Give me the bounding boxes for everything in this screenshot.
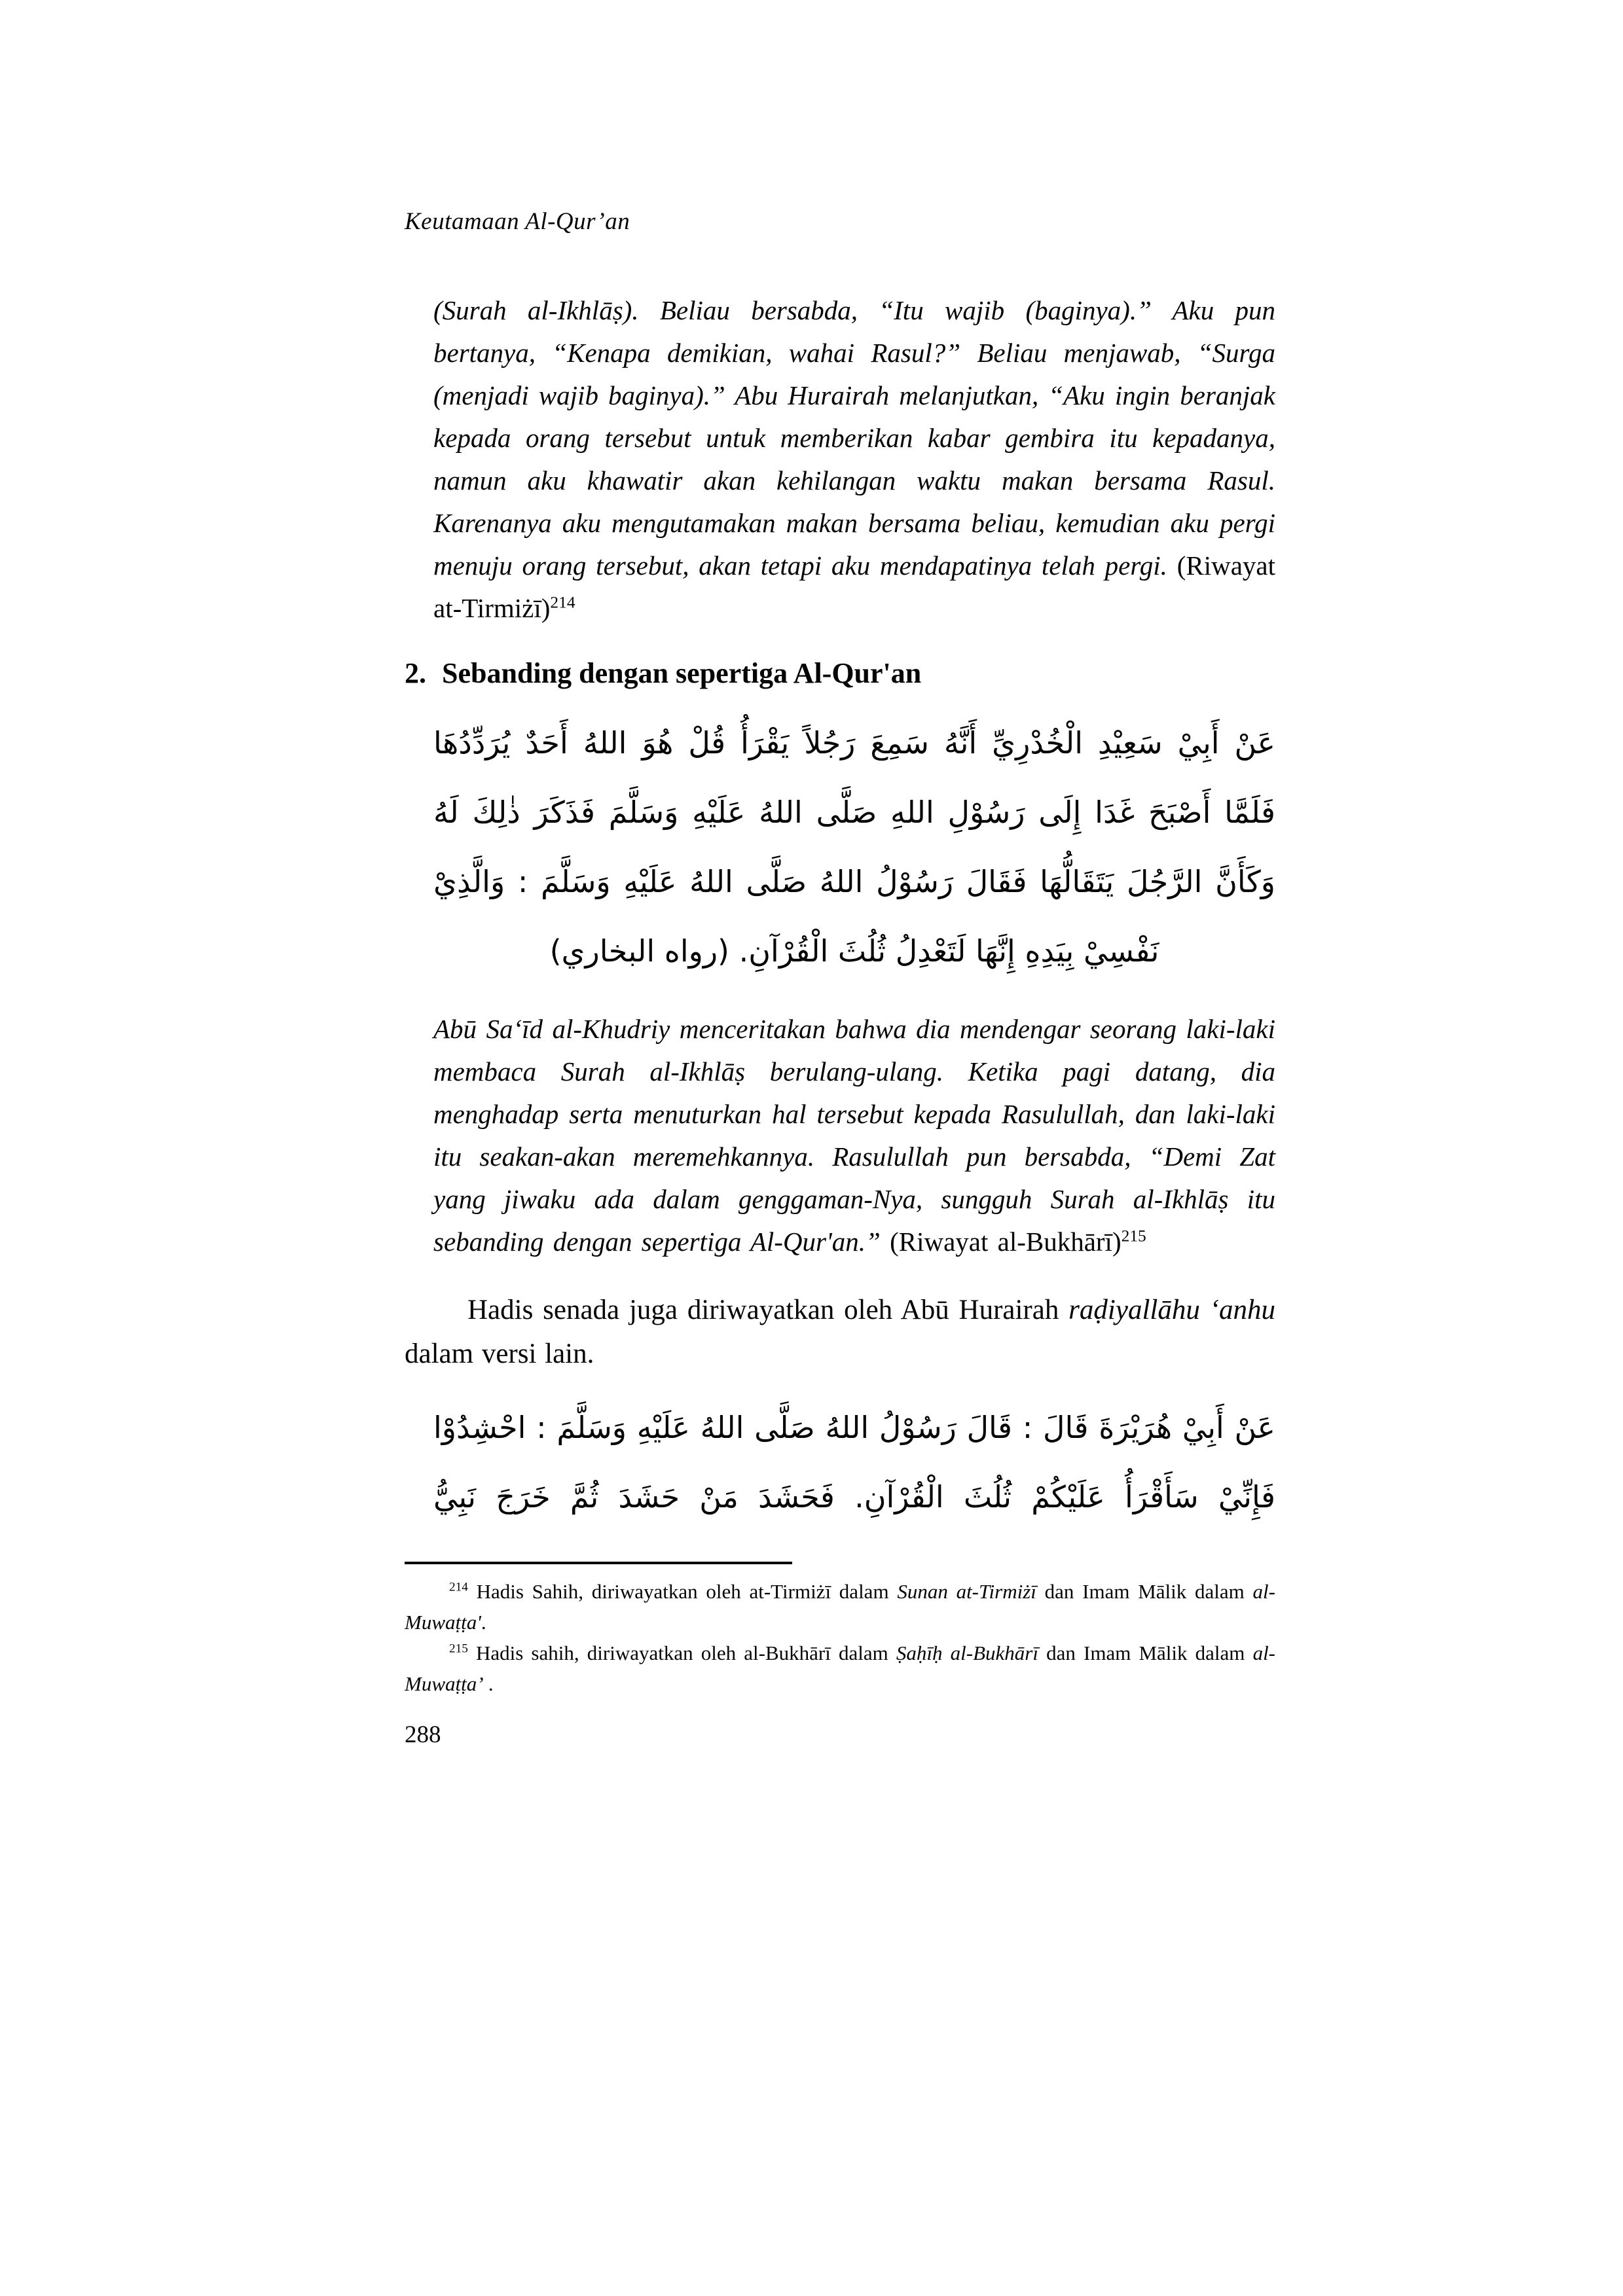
quote-paragraph-tirmizi xyxy=(433,289,1275,630)
section-title: Sebanding dengan sepertiga Al-Qur'an xyxy=(442,657,922,689)
hadith-source: (Riwayat al-Bukhārī) xyxy=(880,1227,1122,1257)
footnote-number: 214 xyxy=(449,1580,468,1594)
footnote-215 xyxy=(405,1638,1275,1699)
arabic-line: عَنْ أَبِيْ هُرَيْرَةَ قَالَ : قَالَ رَسُوْلُ اللهُ صَلَّى اللهُ عَلَيْهِ وَسَلَّمَ : احْشِدُوْا xyxy=(433,1410,1275,1445)
arabic-hadith-block-1 xyxy=(433,708,1275,986)
work-title: Sunan at-Tirmiżī xyxy=(897,1580,1036,1603)
body-paragraph xyxy=(405,1288,1275,1376)
body-text-tail: dalam versi lain. xyxy=(405,1338,594,1369)
arabic-line: نَفْسِيْ بِيَدِهِ إِنَّهَا لَتَعْدِلُ ثُلُثَ الْقُرْآنِ. (رواه البخاري) xyxy=(549,933,1159,969)
footnote-text: . xyxy=(488,1672,494,1695)
quote-text: (Surah al-Ikhlāṣ). Beliau bersabda, “Itu wajib (baginya).” Aku pun bertanya, “Kenapa demikian, wahai Rasul?” Beliau menjawab, “Surga (menjadi wajib baginya).” Abu Hurairah melanjutkan, “Aku ingin beranjak kepada orang tersebut untuk memberikan kabar gembira itu kepadanya, namun aku khawatir akan kehilangan waktu makan bersama Rasul. Karenanya aku mengutamakan makan bersama beliau, kemudian aku pergi menuju orang tersebut, akan tetapi aku mendapatinya telah pergi. xyxy=(433,295,1275,581)
footnote-number: 215 xyxy=(449,1641,468,1656)
quote-paragraph-bukhari xyxy=(433,1008,1275,1263)
running-header: Keutamaan Al-Qur’an xyxy=(405,208,630,235)
footnote-text: Hadis Sahih, diriwayatkan oleh at-Tirmiżī dalam xyxy=(467,1580,898,1603)
footnote-ref-214: 214 xyxy=(550,593,575,612)
footnote-separator xyxy=(405,1562,792,1564)
footnote-ref-215: 215 xyxy=(1121,1227,1146,1246)
body-text-lead: Hadis senada juga diriwayatkan oleh Abū Hurairah xyxy=(467,1295,1069,1325)
work-title: al-Muwaṭṭa’ xyxy=(405,1641,1275,1695)
footnote-text: . xyxy=(481,1611,486,1634)
hadith-source: (Riwayat at-Tirmiżī) xyxy=(433,550,1275,623)
footnote-text: dan Imam Mālik dalam xyxy=(1036,1580,1253,1603)
page-content xyxy=(405,207,1275,1699)
body-text-italic: raḍiyallāhu ‘anhu xyxy=(1068,1295,1275,1325)
arabic-line: وَكَأَنَّ الرَّجُلَ يَتَقَالُّهَا فَقَالَ رَسُوْلُ اللهُ صَلَّى اللهُ عَلَيْهِ وَسَلَّمَ : وَالَّذِيْ xyxy=(433,864,1275,899)
work-title: Ṣaḥīḥ al-Bukhārī xyxy=(896,1641,1038,1664)
arabic-line: عَنْ أَبِيْ سَعِيْدِ الْخُدْرِيِّ أَنَّهُ سَمِعَ رَجُلاً يَقْرَأُ قُلْ هُوَ اللهُ أَحَدٌ يُرَدِّدُهَا xyxy=(433,725,1275,761)
footnote-text: dan Imam Mālik dalam xyxy=(1038,1641,1253,1664)
quote-text: Abū Sa‘īd al-Khudriy menceritakan bahwa dia mendengar seorang laki-laki membaca Surah al-Ikhlāṣ berulang-ulang. Ketika pagi datang, dia menghadap serta menuturkan hal tersebut kepada Rasulullah, dan laki-laki itu seakan-akan meremehkannya. Rasulullah pun bersabda, “Demi Zat yang jiwaku ada dalam genggaman-Nya, sungguh Surah al-Ikhlāṣ itu sebanding dengan sepertiga Al-Qur'an.” xyxy=(433,1014,1275,1257)
page-number: 288 xyxy=(405,1721,441,1748)
footnote-text: Hadis sahih, diriwayatkan oleh al-Bukhārī dalam xyxy=(467,1641,896,1664)
arabic-hadith-block-2 xyxy=(433,1393,1275,1532)
arabic-line: فَلَمَّا أَصْبَحَ غَدَا إِلَى رَسُوْلِ اللهِ صَلَّى اللهُ عَلَيْهِ وَسَلَّمَ فَذَكَرَ ذٰلِكَ لَهُ xyxy=(433,795,1275,830)
arabic-line: فَإِنِّيْ سَأَقْرَأُ عَلَيْكُمْ ثُلُثَ الْقُرْآنِ. فَحَشَدَ مَنْ حَشَدَ ثُمَّ خَرَجَ نَبِيُّ xyxy=(433,1479,1275,1515)
work-title: al-Muwaṭṭa' xyxy=(405,1580,1275,1634)
section-number: 2. xyxy=(405,657,426,689)
footnotes-section xyxy=(405,1562,1275,1699)
footnote-214 xyxy=(405,1576,1275,1638)
section-heading xyxy=(405,656,1275,691)
